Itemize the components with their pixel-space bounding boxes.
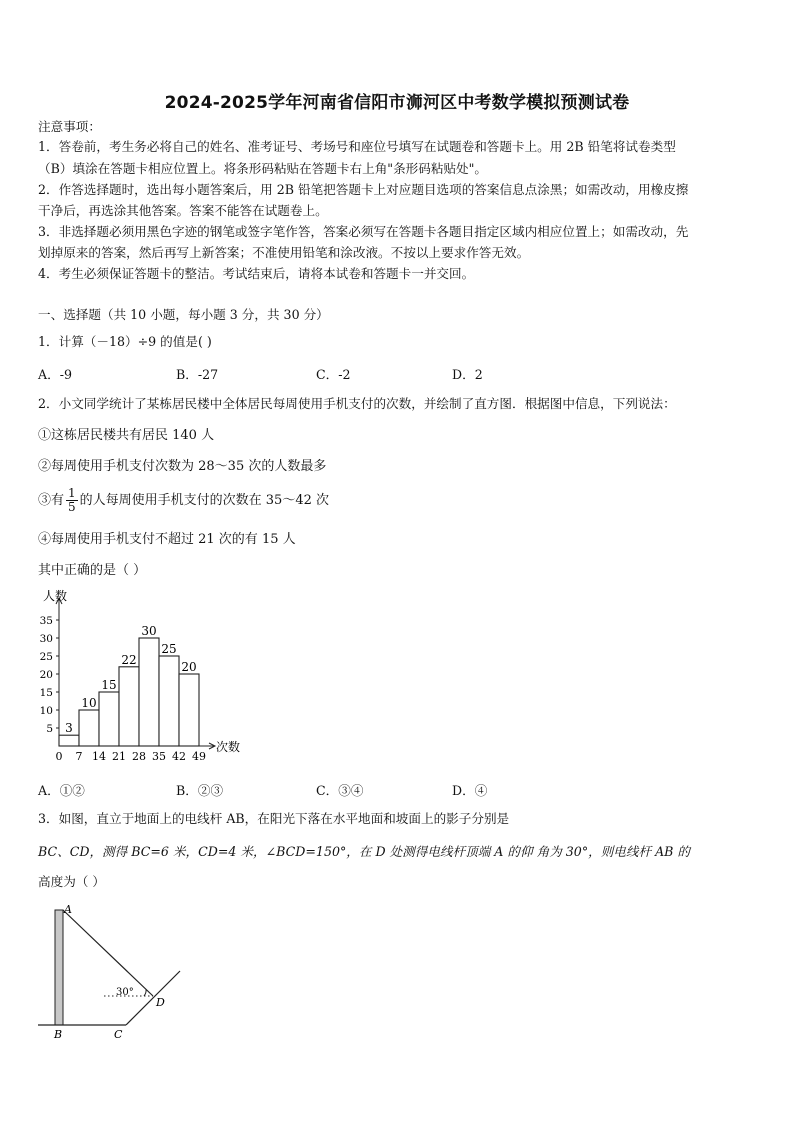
bar-value-label: 10 bbox=[81, 696, 97, 710]
q2-option-a: A．①② bbox=[38, 783, 85, 798]
notice-heading: 注意事项： bbox=[38, 119, 101, 134]
fraction-numerator: 1 bbox=[68, 486, 76, 500]
y-tick-label: 20 bbox=[39, 669, 53, 681]
slope-line bbox=[126, 971, 180, 1025]
q3-stem-line3: 高度为（ ） bbox=[38, 874, 105, 889]
q2-s3-post: 的人每周使用手机支付的次数在 35～42 次 bbox=[79, 493, 330, 508]
q2-statement-3 bbox=[38, 484, 329, 518]
notice-line: 干净后，再选涂其他答案。答案不能答在试题卷上。 bbox=[38, 203, 328, 218]
notice-line: 4．考生必须保证答题卡的整洁。考试结束后，请将本试卷和答题卡一并交回。 bbox=[38, 266, 475, 281]
section-heading: 一、选择题（共 10 小题，每小题 3 分，共 30 分） bbox=[38, 307, 329, 322]
histogram-bar bbox=[159, 656, 179, 746]
sun-ray-line bbox=[63, 910, 153, 996]
bar-value-label: 30 bbox=[141, 624, 157, 638]
bar-value-label: 22 bbox=[121, 652, 137, 667]
q2-option-b: B．②③ bbox=[176, 783, 224, 798]
q2-option-d: D．④ bbox=[452, 783, 488, 798]
pole-ab bbox=[55, 910, 63, 1025]
notice-line: （B）填涂在答题卡相应位置上。将条形码粘贴在答题卡右上角"条形码粘贴处"。 bbox=[38, 161, 488, 176]
q2-statement-2: ②每周使用手机支付次数为 28～35 次的人数最多 bbox=[38, 459, 327, 474]
histogram-chart bbox=[30, 588, 240, 768]
y-tick-label: 15 bbox=[39, 687, 53, 699]
x-tick-label: 7 bbox=[75, 750, 83, 763]
x-tick-label: 42 bbox=[172, 750, 186, 763]
histogram-bar bbox=[79, 710, 99, 746]
notice-line: 2．作答选择题时，选出每小题答案后，用 2B 铅笔把答题卡上对应题目选项的答案信息点涂黑；如需改动，用橡皮擦 bbox=[38, 182, 689, 197]
y-tick-label: 35 bbox=[39, 615, 53, 627]
histogram-bar bbox=[59, 735, 79, 746]
bar-value-label: 15 bbox=[101, 678, 117, 692]
q2-statement-4: ④每周使用手机支付不超过 21 次的有 15 人 bbox=[38, 532, 296, 547]
x-tick-label: 14 bbox=[92, 750, 106, 763]
bar-value-label: 3 bbox=[65, 721, 73, 736]
notice-line: 划掉原来的答案，然后再写上新答案；不准使用铅笔和涂改液。不按以上要求作答无效。 bbox=[38, 245, 530, 260]
label-a: A bbox=[64, 903, 72, 916]
x-tick-label: 21 bbox=[112, 750, 126, 763]
notice-line: 1．答卷前，考生务必将自己的姓名、准考证号、考场号和座位号填写在试题卷和答题卡上。用 2B 铅笔将试卷类型 bbox=[38, 139, 676, 154]
y-tick-label: 10 bbox=[39, 705, 53, 717]
bar-value-label: 20 bbox=[181, 660, 197, 674]
q1-option-d: D．2 bbox=[452, 367, 483, 382]
q1-option-b: B．-27 bbox=[176, 367, 219, 382]
page-title: 2024-2025学年河南省信阳市浉河区中考数学模拟预测试卷 bbox=[164, 93, 630, 113]
notice-line: 3．非选择题必须用黑色字迹的钢笔或签字笔作答，答案必须写在答题卡各题目指定区域内相应位置上；如需改动，先 bbox=[38, 224, 689, 239]
q1-stem: 1．计算（－18）÷9 的值是( ) bbox=[38, 334, 212, 349]
label-c: C bbox=[114, 1028, 123, 1041]
label-b: B bbox=[54, 1028, 63, 1041]
y-tick-label: 5 bbox=[46, 723, 53, 735]
q2-stem: 2．小文同学统计了某栋居民楼中全体居民每周使用手机支付的次数，并绘制了直方图．根据图中信息，下列说法： bbox=[38, 396, 676, 411]
y-axis-label: 人数 bbox=[43, 589, 68, 603]
q2-ask: 其中正确的是（ ） bbox=[38, 563, 147, 578]
fraction bbox=[66, 487, 78, 514]
q2-option-c: C．③④ bbox=[316, 783, 364, 798]
angle-arc bbox=[144, 989, 146, 996]
bar-value-label: 25 bbox=[161, 642, 177, 656]
q3-stem-line1: 3．如图，直立于地面上的电线杆 AB，在阳光下落在水平地面和坡面上的影子分别是 bbox=[38, 811, 510, 826]
x-tick-label: 28 bbox=[132, 750, 146, 763]
q2-statement-1: ①这栋居民楼共有居民 140 人 bbox=[38, 428, 215, 443]
fraction-denominator: 5 bbox=[68, 500, 76, 514]
y-tick-label: 25 bbox=[39, 651, 53, 663]
histogram-bar bbox=[139, 638, 159, 746]
label-d: D bbox=[156, 996, 165, 1009]
q3-stem-line2: BC、CD，测得 BC=6 米，CD=4 米，∠BCD=150°，在 D 处测得电线杆顶端 A 的仰 角为 30°，则电线杆 AB 的 bbox=[38, 844, 691, 859]
histogram-bar bbox=[179, 674, 199, 746]
x-tick-label: 35 bbox=[152, 750, 166, 763]
q2-s3-pre: ③有 bbox=[38, 493, 65, 508]
y-tick-label: 30 bbox=[39, 633, 53, 645]
x-tick-label: 49 bbox=[192, 750, 206, 763]
x-axis-label: 次数 bbox=[216, 740, 240, 754]
q1-option-a: A．-9 bbox=[38, 367, 72, 382]
x-tick-label: 0 bbox=[55, 750, 63, 763]
histogram-bar bbox=[119, 667, 139, 746]
pole-shadow-figure bbox=[30, 898, 200, 1048]
histogram-bar bbox=[99, 692, 119, 746]
angle-label: 30° bbox=[116, 987, 134, 998]
q1-option-c: C．-2 bbox=[316, 367, 351, 382]
